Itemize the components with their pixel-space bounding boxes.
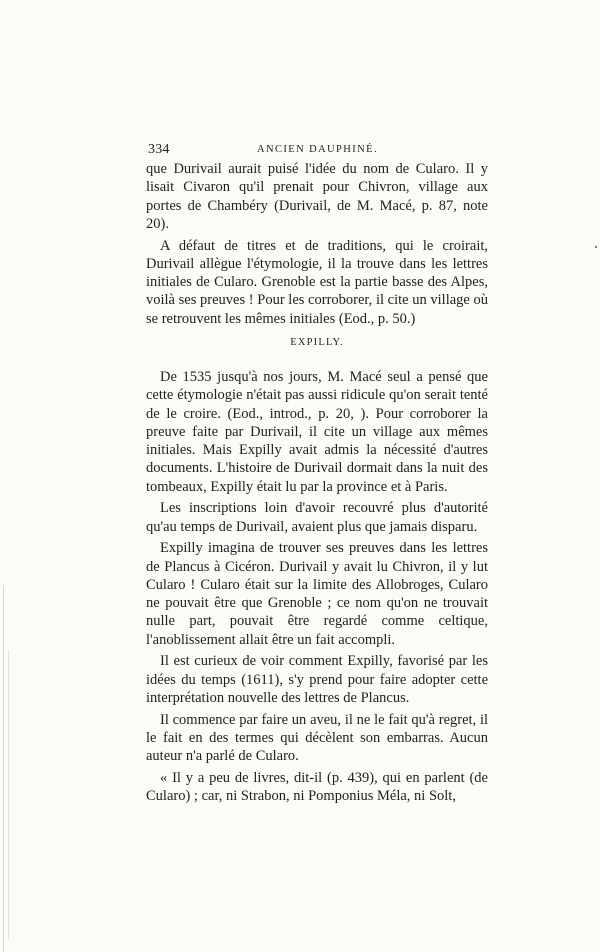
left-margin-line (3, 585, 4, 952)
left-margin-line-2 (8, 650, 9, 940)
paragraph: Expilly imagina de trouver ses preuves dans les lettres de Plancus à Cicéron. Durivail y avait lu Chivron, il y lut Cularo ! Cularo était sur la limite des Allobroges, Cularo ne pouvait être que Grenoble ; ce nom qu'on ne trouvait nulle part, pouvait être regardé comme celtique, l'anoblissement allait être un fait accompli. (146, 540, 488, 648)
paragraph-continued: que Durivail aurait puisé l'idée du nom de Cularo. Il y lisait Civaron qu'il prenait pour Chivron, village aux portes de Chambéry (Durivail, de M. Macé, p. 87, note 20). (146, 161, 488, 232)
main-text (146, 160, 488, 809)
section-title: EXPILLY. (290, 336, 344, 348)
paragraph: Il commence par faire un aveu, il ne le fait qu'à regret, il le fait en des termes qui décèlent son embarras. Aucun auteur n'a parlé de Cularo. (146, 711, 488, 764)
running-head: ANCIEN DAUPHINÉ. (257, 144, 378, 155)
paragraph: Les inscriptions loin d'avoir recouvré plus d'autorité qu'au temps de Durivail, avaient plus que jamais disparu. (146, 500, 488, 535)
paragraph: « Il y a peu de livres, dit-il (p. 439), qui en parlent (de Cularo) ; car, ni Strabon, ni Pomponius Méla, ni Solt, (146, 769, 488, 804)
paragraph: A défaut de titres et de traditions, qui le croirait, Durivail allègue l'étymologie, il la trouve dans les lettres initiales de Cularo. Grenoble est la partie basse des Alpes, voilà ses preuves ! Pour les corroborer, il cite un village où se retrouvent les mêmes initiales (Eod., p. 50.) (146, 237, 488, 327)
margin-mark (595, 246, 597, 248)
page-number: 334 (148, 142, 170, 157)
page-header (148, 142, 488, 160)
paragraph: De 1535 jusqu'à nos jours, M. Macé seul a pensé que cette étymologie n'était pas aussi ridicule qu'on serait tenté de le croire. (Eod., introd., p. 20, ). Pour corroborer la preuve faite par Durivail, il cite un village aux mêmes initiales. Mais Expilly avait admis la nécessité d'autres documents. L'histoire de Durivail dormait dans la nuit des tombeaux, Expilly était lu par la province et à Paris. (146, 369, 488, 495)
paragraph: Il est curieux de voir comment Expilly, favorisé par les idées du temps (1611), s'y prend pour faire adopter cette interprétation nouvelle des lettres de Plancus. (146, 653, 488, 706)
